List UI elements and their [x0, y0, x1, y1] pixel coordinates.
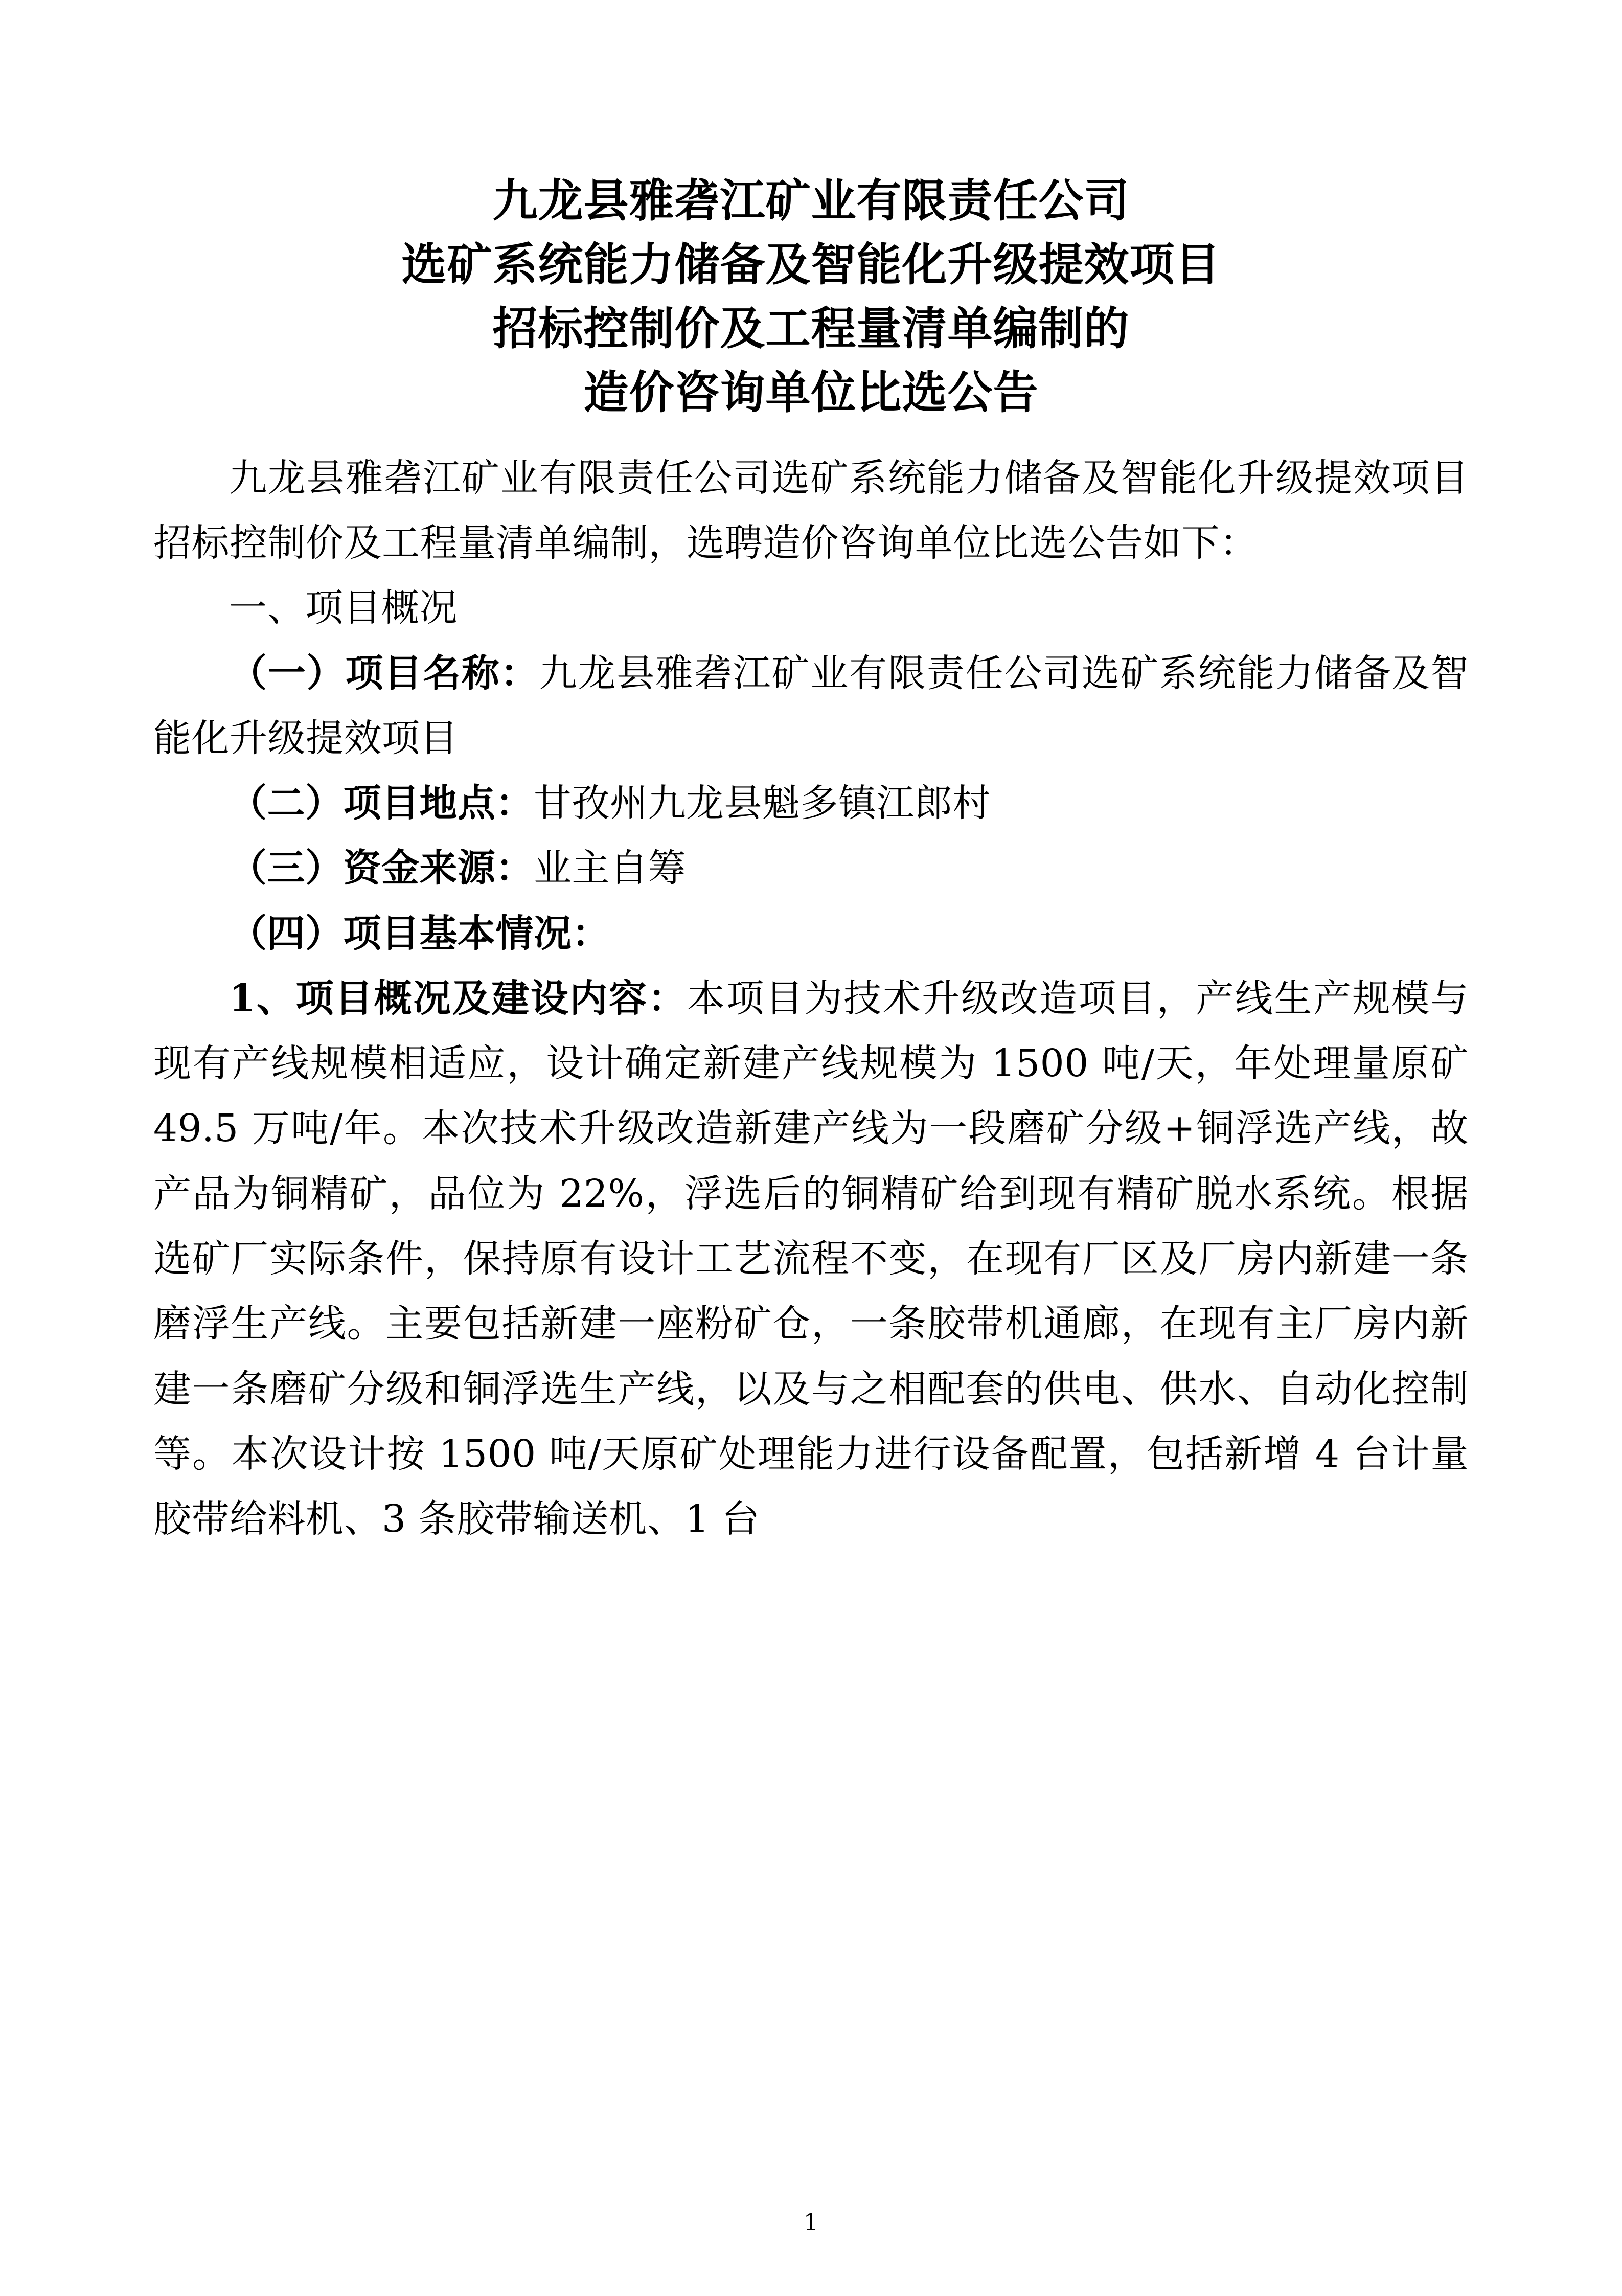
section-heading-1: 一、项目概况 — [229, 586, 458, 630]
project-name-label: （一）项目名称： — [229, 651, 539, 695]
project-location-value: 甘孜州九龙县魁多镇江郎村 — [534, 781, 991, 826]
document-body — [153, 446, 1469, 1552]
basic-situation-item — [153, 901, 1469, 966]
project-location-label: （二）项目地点： — [229, 781, 534, 826]
title-line-2: 选矿系统能力储备及智能化升级提效项目 — [401, 237, 1221, 291]
construction-content-label: 1、项目概况及建设内容： — [229, 976, 688, 1020]
title-line-4: 造价咨询单位比选公告 — [583, 365, 1039, 419]
title-line-3: 招标控制价及工程量清单编制的 — [492, 301, 1130, 355]
funding-source-item — [153, 836, 1469, 901]
basic-situation-label: （四）项目基本情况： — [229, 911, 610, 956]
funding-source-label: （三）资金来源： — [229, 846, 534, 891]
project-name-item — [153, 641, 1469, 771]
page-number: 1 — [803, 2208, 819, 2236]
project-name-value: 九龙县雅砻江矿业有限责任公司选矿系统能力储备及智能化升级提效项目 — [153, 651, 1469, 760]
title-line-1: 九龙县雅砻江矿业有限责任公司 — [492, 174, 1130, 227]
intro-paragraph: 九龙县雅砻江矿业有限责任公司选矿系统能力储备及智能化升级提效项目招标控制价及工程量清单编制，选聘造价咨询单位比选公告如下： — [153, 456, 1469, 565]
construction-content-paragraph — [153, 966, 1469, 1552]
project-location-item — [153, 771, 1469, 836]
construction-content-text: 本项目为技术升级改造项目，产线生产规模与现有产线规模相适应，设计确定新建产线规模为 1500 吨/天，年处理量原矿 49.5 万吨/年。本次技术升级改造新建产线为一段磨矿分级+铜浮选产线，故产品为铜精矿，品位为 22%，浮选后的铜精矿给到现有精矿脱水系统。根据选矿厂实际条件，保持原有设计工艺流程不变，在现有厂区及厂房内新建一条磨浮生产线。主要包括新建一座粉矿仓，一条胶带机通廊，在现有主厂房内新建一条磨矿分级和铜浮选生产线，以及与之相配套的供电、供水、自动化控制等。本次设计按 1500 吨/天原矿处理能力进行设备配置，包括新增 4 台计量胶带给料机、3 条胶带输送机、1 台 — [153, 976, 1469, 1541]
funding-source-value: 业主自筹 — [534, 846, 686, 891]
page-title — [153, 169, 1469, 424]
